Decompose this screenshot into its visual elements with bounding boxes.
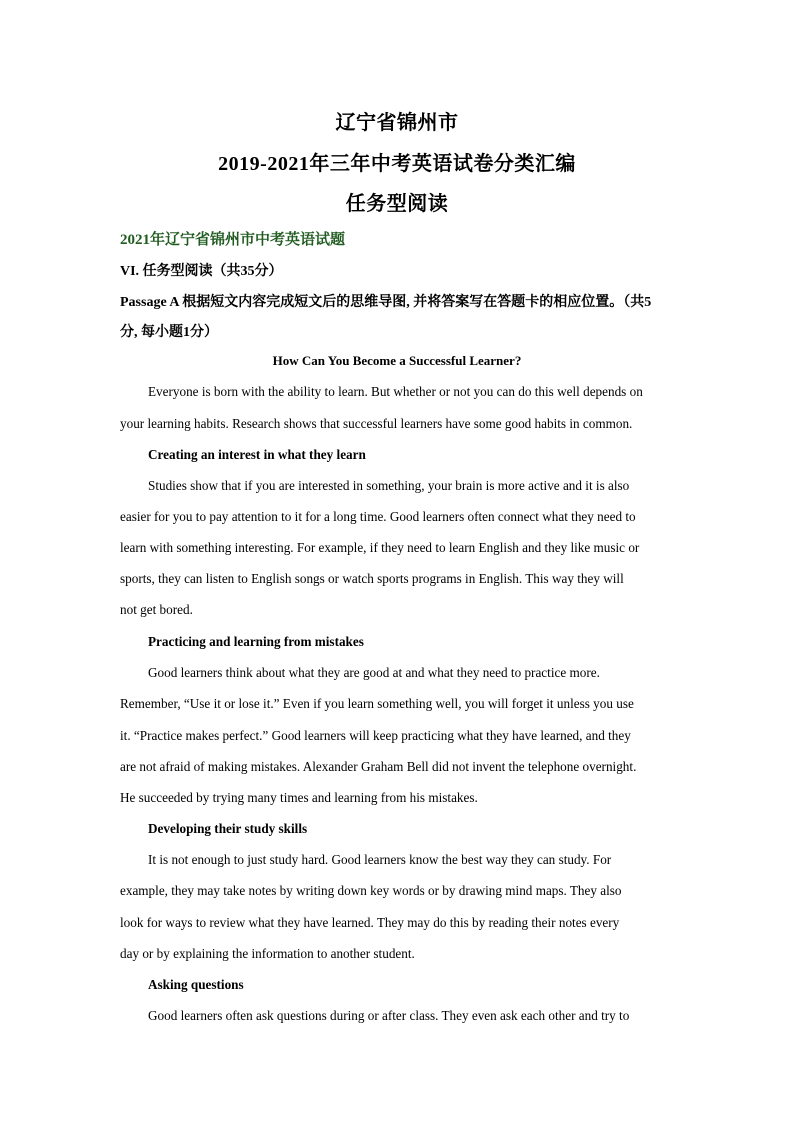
paragraph-line: Remember, “Use it or lose it.” Even if you learn something well, you will forget it unless you use <box>120 696 634 711</box>
passage-instructions-line2: 分, 每小题1分） <box>120 325 218 340</box>
paragraph-line: day or by explaining the information to another student. <box>120 946 415 961</box>
paragraph-line: example, they may take notes by writing down key words or by drawing mind maps. They also <box>120 883 622 898</box>
exam-year-heading: 2021年辽宁省锦州市中考英语试题 <box>120 232 346 248</box>
document-title-topic: 任务型阅读 <box>345 193 449 215</box>
paragraph-line: are not afraid of making mistakes. Alexander Graham Bell did not invent the telephone overnight. <box>120 759 637 774</box>
paragraph-line: not get bored. <box>120 602 193 617</box>
paragraph-line: look for ways to review what they have learned. They may do this by reading their notes every <box>120 915 620 930</box>
section-subheading: Practicing and learning from mistakes <box>148 634 364 649</box>
part-heading: VI. 任务型阅读（共35分） <box>120 264 283 279</box>
paragraph-line: sports, they can listen to English songs or watch sports programs in English. This way they will <box>120 571 624 586</box>
section-subheading: Developing their study skills <box>148 821 308 836</box>
section-subheading: Asking questions <box>148 977 244 992</box>
paragraph-line: your learning habits. Research shows that successful learners have some good habits in common. <box>120 416 633 431</box>
paragraph-line: It is not enough to just study hard. Good learners know the best way they can study. For <box>148 852 612 867</box>
section-subheading: Creating an interest in what they learn <box>148 447 366 462</box>
document-title-years: 2019-2021年三年中考英语试卷分类汇编 <box>218 153 576 175</box>
paragraph-line: He succeeded by trying many times and learning from his mistakes. <box>120 790 478 805</box>
paragraph-line: Studies show that if you are interested in something, your brain is more active and it is also <box>148 478 630 493</box>
paragraph-line: Good learners often ask questions during or after class. They even ask each other and try to <box>148 1008 630 1023</box>
document-title-region: 辽宁省锦州市 <box>335 112 459 134</box>
paragraph-line: Everyone is born with the ability to learn. But whether or not you can do this well depends on <box>148 384 643 399</box>
paragraph-line: learn with something interesting. For example, if they need to learn English and they like music or <box>120 540 640 555</box>
passage-title: How Can You Become a Successful Learner? <box>272 353 522 368</box>
paragraph-line: easier for you to pay attention to it for a long time. Good learners often connect what they need to <box>120 509 636 524</box>
paragraph-line: Good learners think about what they are good at and what they need to practice more. <box>148 665 600 680</box>
passage-instructions-line1: Passage A 根据短文内容完成短文后的思维导图, 并将答案写在答题卡的相应位置。（共5 <box>120 295 652 310</box>
paragraph-line: it. “Practice makes perfect.” Good learners will keep practicing what they have learned, and they <box>120 728 631 743</box>
